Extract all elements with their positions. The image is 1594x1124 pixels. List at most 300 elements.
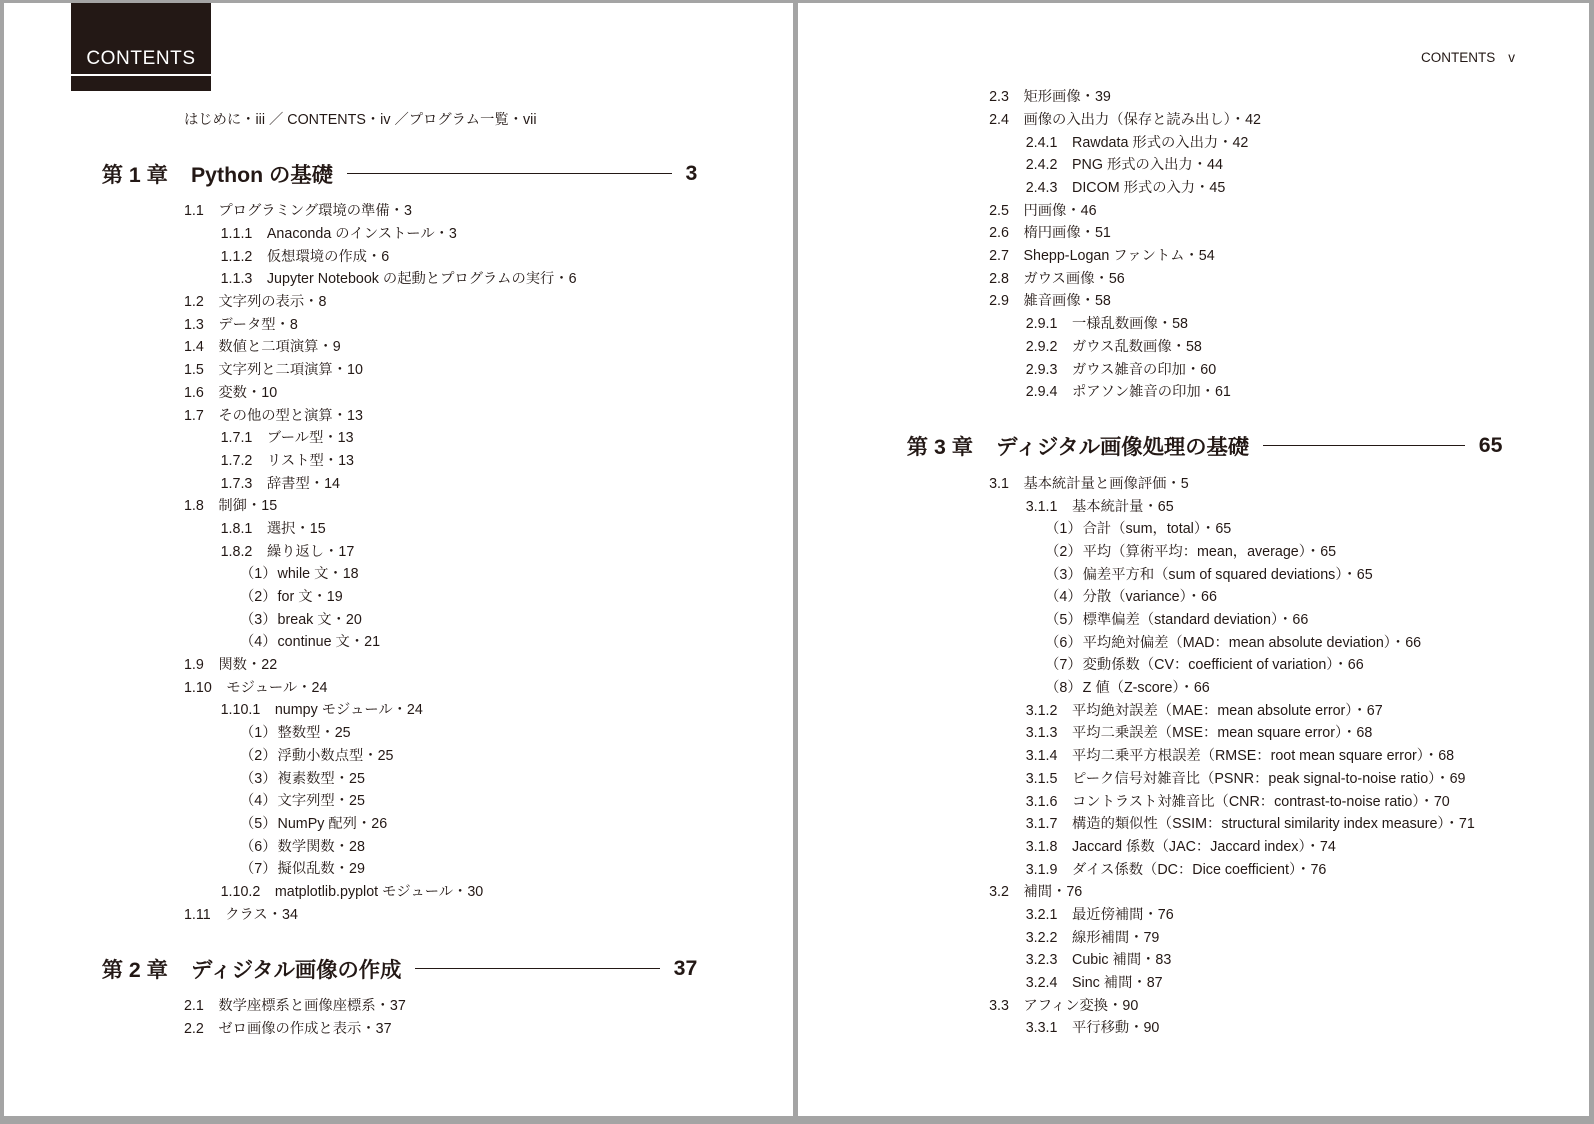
toc-entry-separator: ・: [334, 838, 350, 855]
toc-entry-number: 3.1.1: [1025, 498, 1058, 515]
toc-entry-title: 平均絶対偏差（MAD：mean absolute deviation）: [1082, 634, 1391, 651]
toc-entry-title: 補間: [1023, 884, 1053, 901]
chapter-title: Python の基礎: [190, 162, 333, 187]
toc-entry: [907, 313, 1547, 336]
toc-entry-page: 74: [1319, 838, 1336, 855]
toc-entry-separator: ・: [366, 248, 382, 265]
toc-entry-number: 2.4: [989, 111, 1009, 128]
toc-entry-page: 71: [1458, 816, 1475, 833]
toc-entry: [907, 336, 1547, 359]
toc-entry-separator: ・: [1186, 589, 1202, 606]
toc-entry-page: 39: [1094, 89, 1111, 106]
toc-entry: [907, 86, 1547, 109]
toc-entry-page: 66: [1405, 634, 1422, 651]
toc-entry-separator: ・: [1080, 89, 1095, 106]
toc-entry-number: 2.2: [183, 1021, 204, 1038]
chapter-page: 3: [685, 160, 698, 185]
toc-entry: [907, 904, 1547, 927]
chapter-leader-line: [415, 968, 659, 969]
contents-tab-rule: [71, 74, 211, 76]
contents-tab-label: CONTENTS: [86, 48, 196, 69]
toc-entry-page: 28: [349, 838, 365, 855]
toc-entry-number: 1.8.2: [220, 543, 253, 560]
toc-entry-title: その他の型と演算: [218, 407, 333, 424]
toc-entry-title: Z 値（Z-score）: [1082, 680, 1180, 697]
toc-entry-page: 29: [349, 861, 365, 878]
toc-entry: [907, 381, 1547, 404]
toc-entry-number: 3.2: [989, 884, 1009, 901]
toc-entry: [907, 995, 1547, 1018]
toc-entry: [907, 972, 1547, 995]
toc-entry: [102, 790, 742, 813]
toc-entry-number: 1.10.1: [220, 702, 261, 719]
toc-entry: [907, 722, 1547, 745]
toc-entry: [102, 631, 742, 654]
toc-entry: [102, 359, 742, 382]
toc-entry-number: 2.9.1: [1025, 316, 1058, 333]
toc-entry-title: 平均（算術平均：mean，average）: [1082, 543, 1306, 560]
toc-entry-title: 関数: [218, 657, 247, 674]
toc-entry-title: 矩形画像: [1023, 89, 1081, 106]
toc-entry-title: 文字列型: [277, 793, 335, 810]
toc-entry-title: 変数: [218, 384, 247, 401]
toc-entry-page: 45: [1209, 180, 1226, 196]
toc-entry-number: 2.4.3: [1025, 180, 1058, 196]
toc-entry: [907, 791, 1547, 814]
toc-entry-page: 25: [349, 793, 365, 810]
toc-entry: [907, 473, 1547, 496]
toc-entry-number: 1.1.2: [220, 248, 253, 265]
toc-entry: [102, 473, 742, 496]
toc-entry: [907, 109, 1547, 132]
toc-entry: [907, 200, 1547, 223]
toc-entry-number: 2.1: [183, 998, 204, 1015]
toc-entry-separator: ・: [320, 725, 335, 742]
toc-entry-separator: ・: [334, 770, 350, 787]
toc-entry-number: 1.1: [183, 203, 204, 220]
toc-entry-separator: ・: [323, 452, 339, 469]
toc-entry: [907, 564, 1547, 587]
chapter-leader-line: [347, 173, 672, 174]
toc-entry-page: 9: [332, 339, 341, 356]
toc-entry-separator: ・: [375, 998, 390, 1015]
toc-entry-separator: ・: [1342, 566, 1357, 583]
toc-entry-separator: ・: [389, 203, 404, 220]
toc-entry-separator: ・: [309, 475, 325, 492]
toc-entry-title: アフィン変換: [1023, 997, 1109, 1014]
toc-entry-page: 6: [568, 271, 577, 288]
toc-entry-page: 13: [347, 407, 363, 424]
toc-entry-separator: ・: [312, 589, 327, 606]
toc-entry-title: 数値と二項演算: [218, 339, 319, 356]
toc-entry-number: 3.1.2: [1025, 702, 1058, 719]
toc-entry-separator: ・: [1435, 770, 1450, 787]
toc-entry: [907, 927, 1547, 950]
toc-entry-number: 3.2.1: [1025, 906, 1058, 923]
chapter-group: [907, 431, 1547, 1040]
toc-entry-separator: ・: [334, 793, 350, 810]
toc-entry-title: Rawdata 形式の入出力: [1072, 134, 1219, 151]
toc-entry-page: 46: [1080, 202, 1097, 219]
toc-entry-number: 1.7.1: [220, 430, 253, 447]
toc-entry-page: 60: [1200, 361, 1217, 378]
toc-entry-title: ダイス係数（DC：Dice coefficient）: [1072, 861, 1297, 878]
toc-entry-number: 2.5: [989, 202, 1009, 219]
toc-entry-page: 34: [282, 906, 298, 923]
toc-entry-page: 54: [1198, 248, 1215, 265]
toc-entry-page: 5: [1180, 475, 1189, 492]
toc-entry-number: 1.5: [183, 362, 204, 379]
right-page: [798, 3, 1589, 1116]
toc-entry-page: 25: [334, 725, 351, 742]
toc-entry: [907, 132, 1547, 155]
toc-entry: [102, 836, 742, 859]
toc-entry-separator: ・: [361, 1021, 376, 1038]
toc-list: [907, 86, 1547, 1040]
toc-entry-page: 30: [467, 883, 484, 900]
toc-entry-separator: ・: [356, 815, 372, 832]
toc-entry: [907, 813, 1547, 836]
toc-entry-title: 基本統計量と画像評価: [1023, 475, 1167, 492]
toc-entry-number: 1.10: [183, 679, 212, 696]
toc-entry: [102, 677, 742, 700]
toc-entry-page: 51: [1094, 225, 1111, 242]
chapter-title: ディジタル画像の作成: [190, 957, 402, 982]
toc-entry-number: （7）: [1045, 657, 1082, 674]
toc-entry-number: （1）: [239, 725, 277, 742]
toc-entry-separator: ・: [1184, 248, 1199, 265]
toc-entry-number: 2.9: [989, 293, 1009, 310]
toc-entry-separator: ・: [1052, 884, 1067, 901]
toc-entry-title: ブール型: [266, 430, 324, 447]
toc-entry-separator: ・: [1192, 157, 1208, 174]
toc-entry-page: 3: [448, 226, 457, 243]
toc-entry: [102, 314, 742, 337]
toc-entry-title: break 文: [277, 611, 332, 628]
toc-entry-number: 2.3: [989, 89, 1009, 106]
toc-entry: [102, 518, 742, 541]
toc-entry-separator: ・: [434, 226, 449, 243]
toc-entry-number: （2）: [239, 747, 277, 764]
toc-entry: [907, 654, 1547, 677]
toc-entry-number: 1.2: [183, 294, 204, 311]
toc-entry-page: 67: [1366, 702, 1383, 719]
left-page: [4, 3, 793, 1116]
toc-entry-separator: ・: [1333, 657, 1348, 674]
toc-entry-number: 2.9.2: [1025, 338, 1058, 355]
toc-entry-separator: ・: [1179, 680, 1194, 697]
toc-entry-separator: ・: [246, 384, 262, 401]
toc-entry-number: 2.7: [989, 248, 1009, 265]
intro-line: はじめに・iii ／ CONTENTS・iv ／プログラム一覧・vii: [183, 111, 537, 128]
toc-entry: [102, 904, 742, 927]
toc-entry: [907, 632, 1547, 655]
toc-entry-number: 1.7: [183, 407, 204, 424]
toc-entry-separator: ・: [323, 430, 338, 447]
toc-entry: [102, 246, 742, 269]
toc-entry: [907, 768, 1547, 791]
toc-entry-number: 3.2.4: [1025, 975, 1058, 991]
toc-entry: [102, 223, 742, 246]
toc-entry-title: データ型: [218, 316, 276, 333]
contents-tab: [71, 3, 211, 91]
toc-entry-page: 90: [1122, 997, 1139, 1014]
toc-entry-page: 76: [1157, 906, 1174, 923]
continued-entries: [907, 86, 1547, 404]
chapter-label: 第 1 章: [101, 162, 168, 187]
toc-entry-separator: ・: [392, 702, 407, 719]
toc-entry-page: 15: [309, 520, 326, 537]
toc-entry: [102, 541, 742, 564]
toc-entry: [102, 722, 742, 745]
toc-entry-title: 雑音画像: [1023, 293, 1081, 310]
toc-entry-page: 13: [338, 452, 354, 469]
toc-entry-separator: ・: [1419, 793, 1434, 810]
toc-entry: [907, 268, 1547, 291]
toc-entry-number: （5）: [239, 815, 277, 832]
toc-entry-page: 25: [349, 770, 365, 787]
toc-entry-number: 3.1.7: [1025, 816, 1058, 833]
toc-entry-title: Sinc 補間: [1072, 975, 1133, 991]
toc-entry: [102, 268, 742, 291]
toc-entry-page: 58: [1094, 293, 1111, 310]
toc-entry-separator: ・: [334, 861, 350, 878]
toc-entry-number: 1.8: [183, 498, 204, 515]
toc-entry: [907, 609, 1547, 632]
toc-entry-separator: ・: [1171, 338, 1186, 355]
toc-entry-separator: ・: [1129, 1020, 1144, 1037]
running-head-page: v: [1508, 50, 1515, 65]
toc-entry-separator: ・: [246, 657, 262, 674]
toc-entry-title: 辞書型: [266, 475, 310, 492]
toc-entry-title: ガウス乱数画像: [1072, 338, 1172, 355]
toc-list: [102, 109, 742, 1041]
toc-entry-separator: ・: [1390, 634, 1406, 651]
chapter-heading: [102, 953, 698, 983]
toc-entry-title: 複素数型: [277, 770, 335, 787]
toc-entry-number: 3.1.3: [1025, 725, 1058, 742]
toc-entry-title: 線形補間: [1072, 929, 1130, 946]
toc-entry-separator: ・: [554, 271, 569, 288]
toc-entry: [102, 563, 742, 586]
toc-entry-title: モジュール: [226, 679, 298, 696]
toc-entry-separator: ・: [318, 339, 333, 356]
toc-entry-title: 標準偏差（standard deviation）: [1082, 612, 1279, 628]
toc-entry: [907, 677, 1547, 700]
toc-entry-separator: ・: [1342, 725, 1357, 742]
toc-entry-separator: ・: [1185, 361, 1201, 378]
toc-entry-page: 13: [337, 430, 354, 447]
toc-entry-number: 2.4.2: [1025, 157, 1058, 174]
toc-entry-separator: ・: [297, 679, 312, 696]
toc-entry-separator: ・: [1201, 521, 1216, 538]
chapter-label: 第 2 章: [101, 957, 168, 982]
toc-entry: [102, 813, 742, 836]
toc-entry-title: while 文: [277, 566, 329, 583]
toc-entry: [907, 245, 1547, 268]
toc-entry-separator: ・: [1108, 997, 1123, 1014]
toc-entry-number: 2.9.3: [1025, 361, 1058, 378]
toc-entry-page: 56: [1108, 270, 1125, 287]
toc-entry-title: 偏差平方和（sum of squared deviations）: [1082, 566, 1343, 583]
toc-entry-title: Jaccard 係数（JAC：Jaccard index）: [1072, 838, 1306, 855]
toc-entry-page: 37: [375, 1021, 392, 1038]
toc-entry-page: 20: [345, 611, 362, 628]
toc-entry-number: 1.10.2: [220, 883, 261, 900]
toc-entry-title: Anaconda のインストール: [266, 226, 435, 243]
toc-entry: [102, 654, 742, 677]
toc-entry-separator: ・: [1230, 111, 1246, 128]
toc-entry-title: 構造的類似性（SSIM：structural similarity index measure）: [1072, 816, 1445, 833]
toc-entry-number: 3.1.6: [1025, 793, 1058, 810]
toc-entry: [102, 405, 742, 428]
toc-entry: [907, 881, 1547, 904]
toc-entry-page: 61: [1214, 384, 1231, 401]
toc-entry-separator: ・: [324, 543, 339, 560]
toc-entry-page: 37: [389, 998, 406, 1015]
toc-entry-separator: ・: [1305, 838, 1320, 855]
toc-entry-separator: ・: [1080, 225, 1095, 242]
chapter-leader-line: [1263, 445, 1465, 446]
toc-entry-separator: ・: [1143, 906, 1158, 923]
toc-entry-title: クラス: [225, 906, 268, 923]
toc-entry-number: 1.9: [183, 657, 204, 674]
toc-entry-title: 分散（variance）: [1082, 589, 1187, 606]
toc-entry: [907, 541, 1547, 564]
toc-entry-number: （4）: [239, 793, 277, 810]
toc-entry-title: DICOM 形式の入力: [1072, 180, 1196, 196]
toc-entry-separator: ・: [328, 566, 343, 583]
toc-entry-title: 平均二乗平方根誤差（RMSE：root mean square error）: [1072, 748, 1424, 765]
toc-entry-title: ガウス画像: [1023, 270, 1095, 287]
toc-entry-separator: ・: [1352, 702, 1367, 719]
toc-entry-page: 3: [403, 203, 412, 220]
toc-entry-number: 1.7.3: [220, 475, 253, 492]
toc-entry-page: 24: [311, 679, 328, 696]
toc-entry-page: 65: [1356, 566, 1373, 583]
toc-entry-page: 65: [1215, 521, 1232, 538]
toc-entry-number: 1.7.2: [220, 452, 253, 469]
toc-entry: [102, 200, 742, 223]
toc-entry-page: 8: [289, 316, 298, 333]
toc-entry-number: 3.1.8: [1025, 838, 1058, 855]
running-head-title: CONTENTS: [1421, 50, 1496, 65]
toc-entry-title: 選択: [266, 520, 296, 537]
toc-entry-title: リスト型: [266, 452, 324, 469]
toc-entry-title: 基本統計量: [1072, 498, 1144, 515]
toc-entry-page: 66: [1292, 612, 1309, 628]
toc-entry-title: 文字列の表示: [218, 294, 305, 311]
toc-entry-number: （3）: [239, 770, 277, 787]
toc-entry-separator: ・: [1200, 384, 1215, 401]
running-head: [1421, 48, 1515, 68]
chapter-page: 37: [673, 955, 698, 980]
toc-entry: [102, 858, 742, 881]
toc-entry-separator: ・: [275, 316, 290, 333]
toc-entry-title: 整数型: [277, 725, 321, 742]
toc-entry-separator: ・: [1094, 270, 1109, 287]
toc-entry: [102, 427, 742, 450]
toc-entry: [907, 859, 1547, 882]
toc-entry: [907, 359, 1547, 382]
chapter-label: 第 3 章: [906, 435, 974, 460]
toc-entry-title: Cubic 補間: [1072, 952, 1142, 969]
toc-entry-page: 18: [342, 566, 359, 583]
toc-entry-number: （1）: [239, 566, 277, 583]
toc-entry-page: 6: [381, 248, 390, 265]
toc-entry: [102, 495, 742, 518]
toc-entry: [907, 745, 1547, 768]
toc-entry-number: 3.2.2: [1025, 929, 1058, 946]
toc-entry-separator: ・: [1218, 134, 1233, 151]
toc-entry-separator: ・: [1423, 748, 1439, 765]
toc-entry-number: 3.1.4: [1025, 748, 1058, 765]
toc-entry-title: PNG 形式の入出力: [1072, 157, 1193, 174]
toc-entry-title: for 文: [277, 589, 313, 606]
toc-entry-separator: ・: [1129, 929, 1144, 946]
toc-entry-title: 制御: [218, 498, 247, 515]
toc-entry-separator: ・: [1296, 861, 1311, 878]
toc-entry-number: 3.3.1: [1025, 1020, 1058, 1037]
toc-entry: [102, 699, 742, 722]
toc-entry-separator: ・: [1080, 293, 1095, 310]
toc-entry-separator: ・: [1195, 180, 1210, 196]
toc-entry-page: 42: [1232, 134, 1249, 151]
toc-entry-number: （4）: [239, 634, 277, 651]
toc-entry-page: 8: [318, 294, 327, 311]
toc-entry-number: 1.1.3: [220, 271, 253, 288]
toc-entry: [102, 768, 742, 791]
toc-entry-title: 一様乱数画像: [1072, 316, 1158, 333]
toc-entry-separator: ・: [453, 883, 468, 900]
toc-entry-title: 浮動小数点型: [277, 747, 364, 764]
toc-entry-page: 19: [326, 589, 343, 606]
toc-entry: [907, 290, 1547, 313]
toc-entry-number: 1.3: [183, 316, 204, 333]
toc-entry-page: 10: [347, 362, 363, 379]
toc-entry-page: 44: [1207, 157, 1223, 174]
toc-entry-title: numpy モジュール: [274, 702, 393, 719]
toc-entry-page: 79: [1143, 929, 1160, 946]
toc-entry-title: 平均絶対誤差（MAE：mean absolute error）: [1072, 702, 1353, 719]
toc-entry-title: ピーク信号対雑音比（PSNR：peak signal-to-noise ratio）: [1072, 770, 1436, 787]
toc-entry-number: （2）: [1045, 543, 1082, 560]
toc-entry-number: 1.8.1: [220, 520, 253, 537]
toc-entry-page: 14: [324, 475, 340, 492]
toc-entry-title: 繰り返し: [266, 543, 325, 560]
toc-entry-title: 変動係数（CV：coefficient of variation）: [1082, 657, 1334, 674]
toc-entry-number: 2.4.1: [1025, 134, 1058, 151]
toc-entry-page: 42: [1245, 111, 1261, 128]
toc-entry-title: continue 文: [277, 634, 350, 651]
toc-entry-separator: ・: [332, 362, 348, 379]
toc-entry-separator: ・: [295, 520, 310, 537]
toc-entry: [102, 450, 742, 473]
toc-entry-number: 2.6: [989, 225, 1009, 242]
toc-entry-page: 68: [1356, 725, 1373, 742]
toc-entry-number: 1.11: [183, 906, 211, 923]
toc-entry-number: 3.3: [989, 997, 1009, 1014]
toc-entry-page: 90: [1143, 1020, 1160, 1037]
toc-entry-number: （3）: [1045, 566, 1082, 583]
toc-entry-title: ポアソン雑音の印加: [1072, 384, 1201, 401]
toc-entry-page: 87: [1146, 975, 1163, 991]
toc-entry: [102, 609, 742, 632]
toc-entry: [102, 995, 742, 1018]
toc-entry-number: （5）: [1045, 612, 1082, 628]
toc-entry: [102, 1018, 742, 1041]
toc-entry: [102, 881, 742, 904]
